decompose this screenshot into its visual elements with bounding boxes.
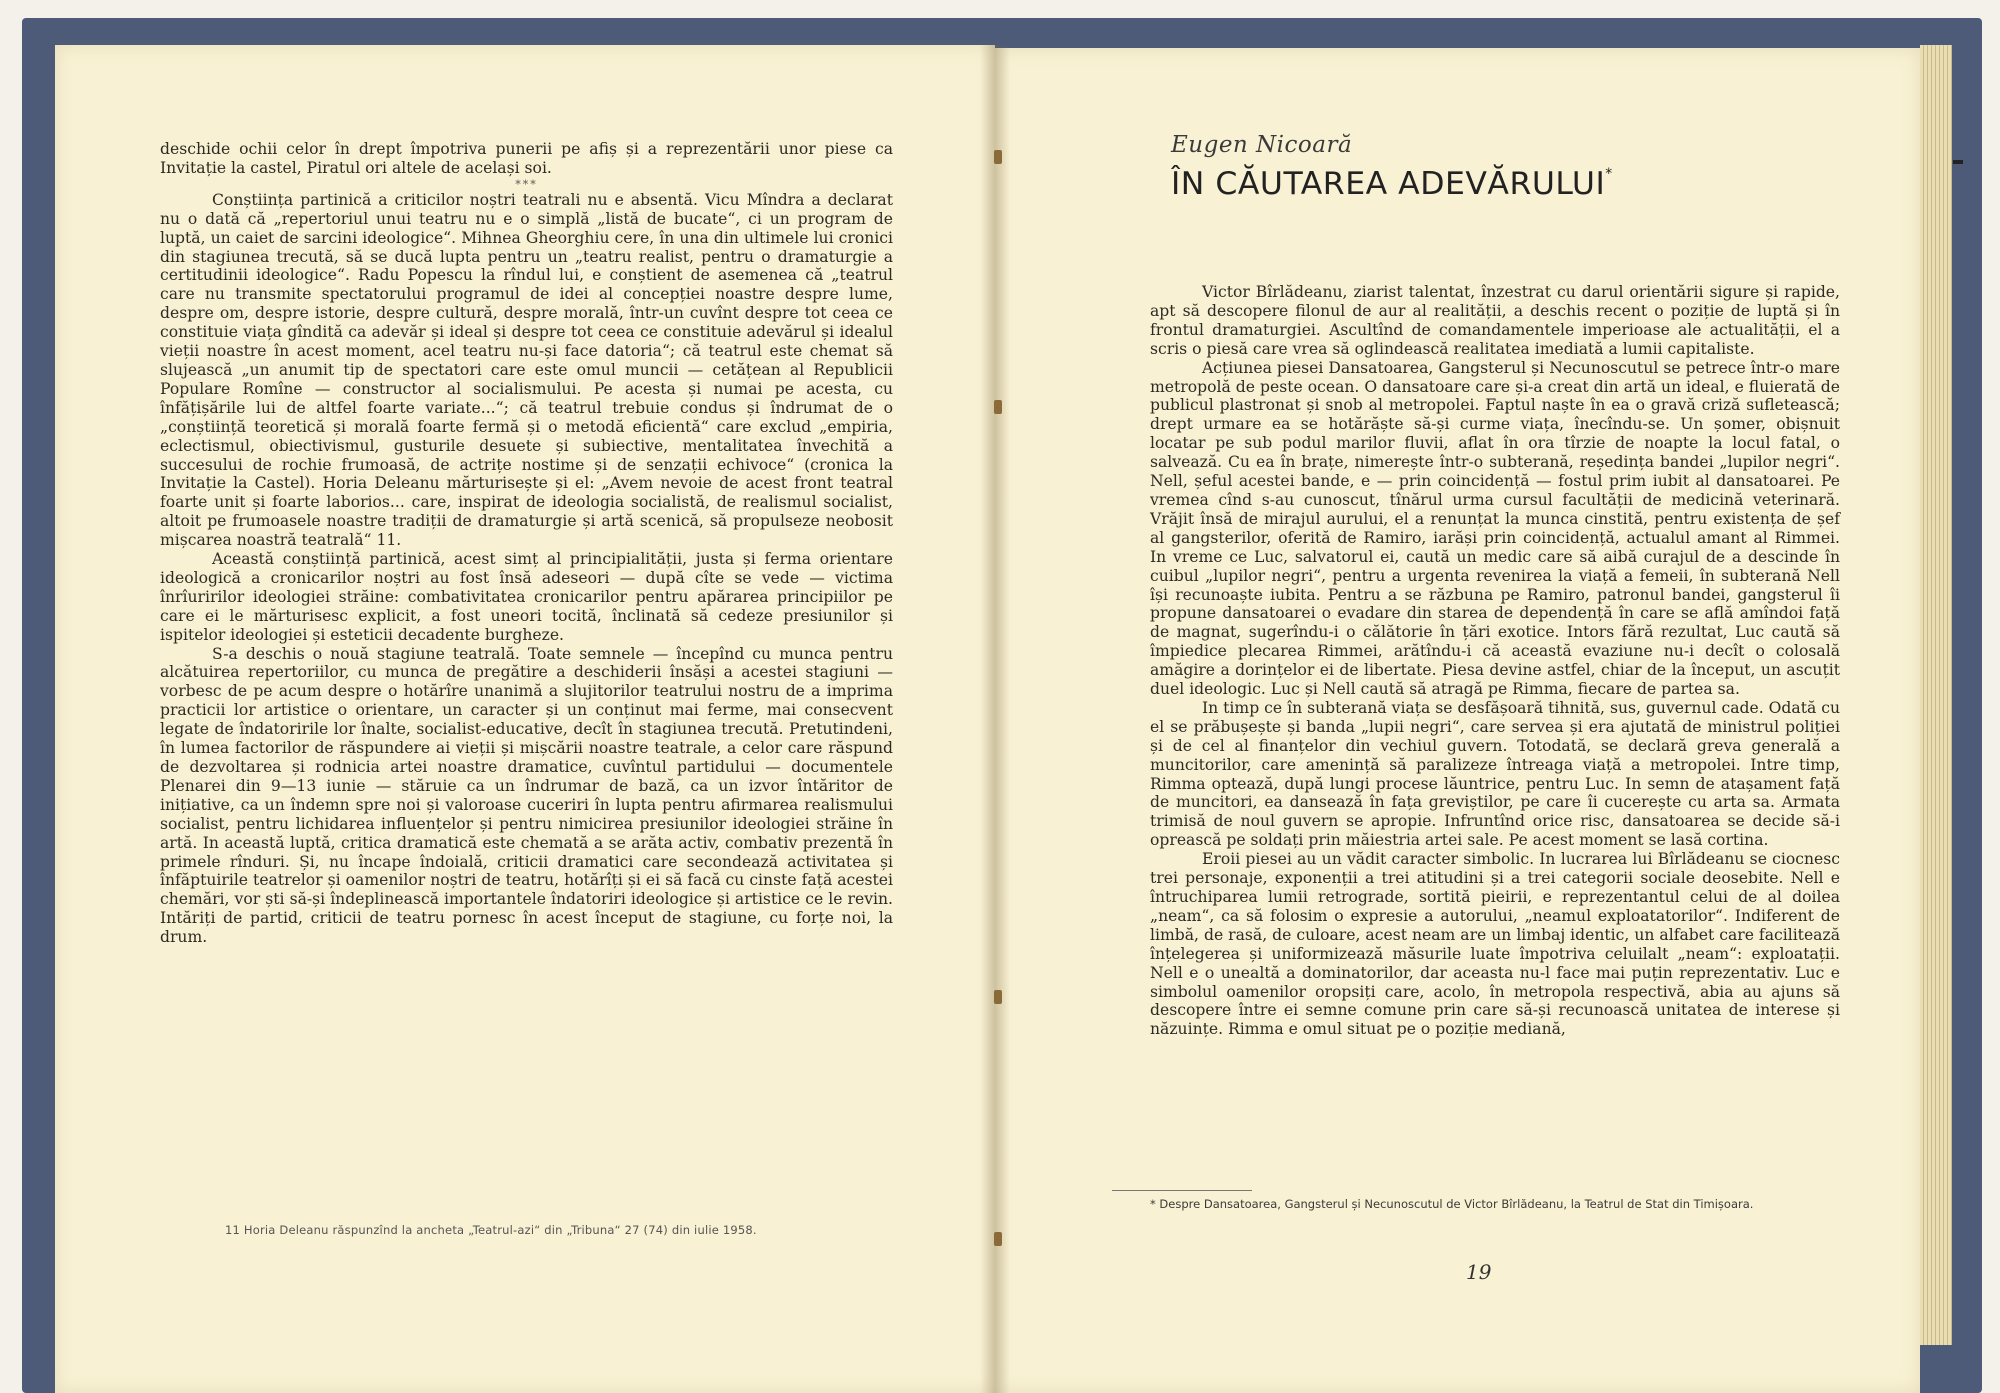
- binding-thread: [994, 400, 1002, 414]
- footnote-marker: *: [1605, 166, 1613, 182]
- paragraph: Această conștiință partinică, acest simț al principialității, justa și ferma orientare ideologică a cronicarilor noștri au fost însă adeseori — după cîte se vede — victima înrîuririlor ideologiei străine: combativitatea cronicarilor pentru apărarea principiilor pe care ei le mărturisesc explicit, a fost uneori tocită, înclinată să cedeze presiunilor și ispitelor ideologiei și esteticii decadente burgheze.: [160, 550, 893, 644]
- page-edges: [1920, 45, 1952, 1345]
- page-marker: [1953, 160, 1963, 164]
- article-title: [1171, 166, 1613, 202]
- paragraph: Conștiința partinică a criticilor noștri teatrali nu e absentă. Vicu Mîndra a declarat nu o dată că „repertoriul unui teatru nu e o simplă „listă de bucate“, ci un program de luptă, un caiet de sarcini ideologice“. Mihnea Gheorghiu cere, în una din ultimele lui cronici din stagiunea trecută, să se ducă lupta pentru un „teatru realist, pentru o dramaturgie a certitudinii ideologice“. Radu Popescu la rîndul lui, e conștient de asemenea că „teatrul care nu transmite spectatorului programul de idei al concepției noastre despre lume, despre om, despre istorie, despre cultură, despre morală, într-un cuvînt despre tot ceea ce constituie viața gîndită ca adevăr și ideal și despre tot ceea ce constituie adevărul și idealul vieții noastre în acest moment, acel teatru nu-și face datoria“; că teatrul este chemat să slujească „un anumit tip de spectatori care este omul muncii — cetățean al Republicii Populare Romîne — constructor al socialismului. Pe acesta și numai pe acesta, cu înfățișările lui de altfel foarte variate...“; că teatrul trebuie condus și îndrumat de o „conștiință teoretică și morală foarte fermă și o metodă eficientă“ care exclud „empiria, eclectismul, obiectivismul, gusturile desuete și subiective, mentalitatea învechită a succesului de rochie frumoasă, de actrițe nostime și de senzații echivoce“ (cronica la Invitație la Castel). Horia Deleanu mărturisește și el: „Avem nevoie de acest front teatral foarte unit și foarte laborios... care, inspirat de ideologia socialistă, de realismul socialist, altoit pe frumoasele noastre tradiții de dramaturgie și artă scenică, să propulseze neobosit mișcarea noastră teatrală“ 11.: [160, 190, 893, 550]
- footnote: * Despre Dansatoarea, Gangsterul și Necunoscutul de Victor Bîrlădeanu, la Teatrul de Stat din Timișoara.: [1150, 1197, 1754, 1211]
- author-name: Eugen Nicoară: [1171, 132, 1353, 158]
- footnote: 11 Horia Deleanu răspunzînd la ancheta „Teatrul-azi“ din „Tribuna“ 27 (74) din iulie 1958.: [225, 1223, 757, 1237]
- section-separator: ***: [515, 177, 538, 191]
- paragraph: In timp ce în subterană viața se desfășoară tihnită, sus, guvernul cade. Odată cu el se prăbușește și banda „lupii negri“, care servea și era ajutată de ministrul poliției și de cel al finanțelor din vechiul guvern. Totodată, se declară greva generală a muncitorilor, care amenință să paralizeze întreaga viață a metropolei. Intre timp, Rimma optează, după lungi procese lăuntrice, pentru Luc. In semn de atașament față de muncitori, ea dansează în fața greviștilor, pe care îi cucerește cu arta sa. Armata trimisă de noul guvern se apropie. Infruntînd orice risc, dansatoarea se decide să-i oprească pe soldați prin măiestria artei sale. Pe acest moment se lasă cortina.: [1150, 698, 1840, 850]
- paragraph: S-a deschis o nouă stagiune teatrală. Toate semnele — începînd cu munca pentru alcătuirea repertoriilor, cu munca de pregătire a deschiderii însăși a acestei stagiuni — vorbesc de pe acum despre o hotărîre unanimă a slujitorilor teatrului nostru de a imprima practicii lor artistice o orientare, un caracter și un conținut mai ferme, mai consecvent legate de îndatoririle lor înalte, socialist-educative, decît în stagiunea trecută. Pretutindeni, în lumea factorilor de răspundere ai vieții și mișcării noastre teatrale, a celor care răspund de dezvoltarea și rodnicia artei noastre dramatice, cuvîntul partidului — documentele Plenarei din 9—13 iunie — stăruie ca un îndrumar de bază, ca un izvor întăritor de inițiative, ca un îndemn spre noi și valoroase cuceriri în lupta pentru afirmarea realismului socialist, pentru lichidarea influențelor și pentru nimicirea presiunilor ideologiei străine în artă. In această luptă, critica dramatică este chemată a se arăta activ, combativ prezentă în primele rînduri. Și, nu încape îndoială, criticii dramatici care secondează activitatea și înfăptuirile teatrelor și oamenilor noștri de teatru, hotărîți și ei să facă cu cinste față acestei chemări, vor ști să-și îndeplinească importantele îndatoriri ideologice și artistice ce le revin. Intăriți de partid, criticii de teatru pornesc în acest început de stagiune, cu forțe noi, la drum.: [160, 644, 893, 947]
- paragraph: Acțiunea piesei Dansatoarea, Gangsterul și Necunoscutul se petrece într-o mare metropolă de peste ocean. O dansatoare care și-a creat din artă un ideal, e fluierată de publicul plastronat și snob al metropolei. Faptul naște în ea o gravă criză sufletească; drept urmare ea se hotărăște să-și curme viața, înecîndu-se. Un șomer, obișnuit locatar pe sub podul marilor fluvii, aflat în ora tîrzie de noapte la locul fatal, o salvează. Cu ea în brațe, nimerește într-o subterană, reședința bandei „lupilor negri“. Nell, șeful acestei bande, e — prin coincidență — fostul prim iubit al dansatoarei. Pe vremea cînd s-au cunoscut, tînărul urma cursul facultății de medicină veterinară. Vrăjit însă de mirajul aurului, el a renunțat la munca cinstită, pentru existența de șef al gangsterilor, oferită de Ramiro, iarăși prin coincidență, actualul amant al Rimmei. In vreme ce Luc, salvatorul ei, caută un medic care să aibă curajul de a descinde în cuibul „lupilor negri“, pentru a urgenta revenirea la viață a femeii, în subterană Nell își recunoaște iubita. Pentru a se răzbuna pe Ramiro, patronul bandei, gangsterul îi propune dansatoarei o evadare din starea de dependență în care se află amîndoi față de magnat, sugerîndu-i o călătorie în țări exotice. Intors fără rezultat, Luc caută să împiedice plecarea Rimmei, arătîndu-i că această evaziune nu-i decît o colosală amăgire a dorințelor ei de libertate. Piesa devine astfel, chiar de la început, un ascuțit duel ideologic. Luc și Nell caută să atragă pe Rimma, fiecare de partea sa.: [1150, 358, 1840, 699]
- paragraph: Eroii piesei au un vădit caracter simbolic. In lucrarea lui Bîrlădeanu se ciocnesc trei personaje, exponenții a trei atitudini și a trei categorii sociale deosebite. Nell e întruchiparea lumii retrograde, sortită pieirii, e reprezentantul celui de al doilea „neam“, ca să folosim o expresie a autorului, „neamul exploatatorilor“. Indiferent de limbă, de rasă, de culoare, acest neam are un limbaj identic, un alfabet care facilitează înțelegerea și uniformizează măsurile luate împotriva celuilalt „neam“: exploatații. Nell e o unealtă a dominatorilor, dar aceasta nu-l face mai puțin reprezentativ. Luc e simbolul oamenilor oropsiți care, acolo, în metropola respectivă, abia au ajuns să descopere între ei semne comune prin care să-și recunoască unitatea de interese și năzuințe. Rimma e omul situat pe o poziție mediană,: [1150, 850, 1840, 1039]
- paragraph: deschide ochii celor în drept împotriva punerii pe afiș și a reprezentării unor piese ca Invitație la castel, Piratul ori altele de același soi.: [160, 140, 893, 177]
- title-text: ÎN CĂUTAREA ADEVĂRULUI: [1171, 166, 1606, 202]
- left-page-text: [160, 140, 893, 947]
- binding-thread: [994, 1232, 1002, 1246]
- right-page-text: [1150, 283, 1840, 1039]
- paragraph: Victor Bîrlădeanu, ziarist talentat, înzestrat cu darul orientării sigure și rapide, apt să descopere filonul de aur al realității, a deschis recent o poziție de luptă și în frontul dramaturgiei. Ascultînd de comandamentele imperioase ale actualității, el a scris o piesă care vrea să oglindească realitatea imediată a lumii capitaliste.: [1150, 283, 1840, 358]
- binding-thread: [994, 150, 1002, 164]
- page-number: 19: [1466, 1260, 1492, 1284]
- binding-thread: [994, 990, 1002, 1004]
- book-gutter: [980, 45, 1010, 1393]
- footnote-rule: [1112, 1190, 1252, 1191]
